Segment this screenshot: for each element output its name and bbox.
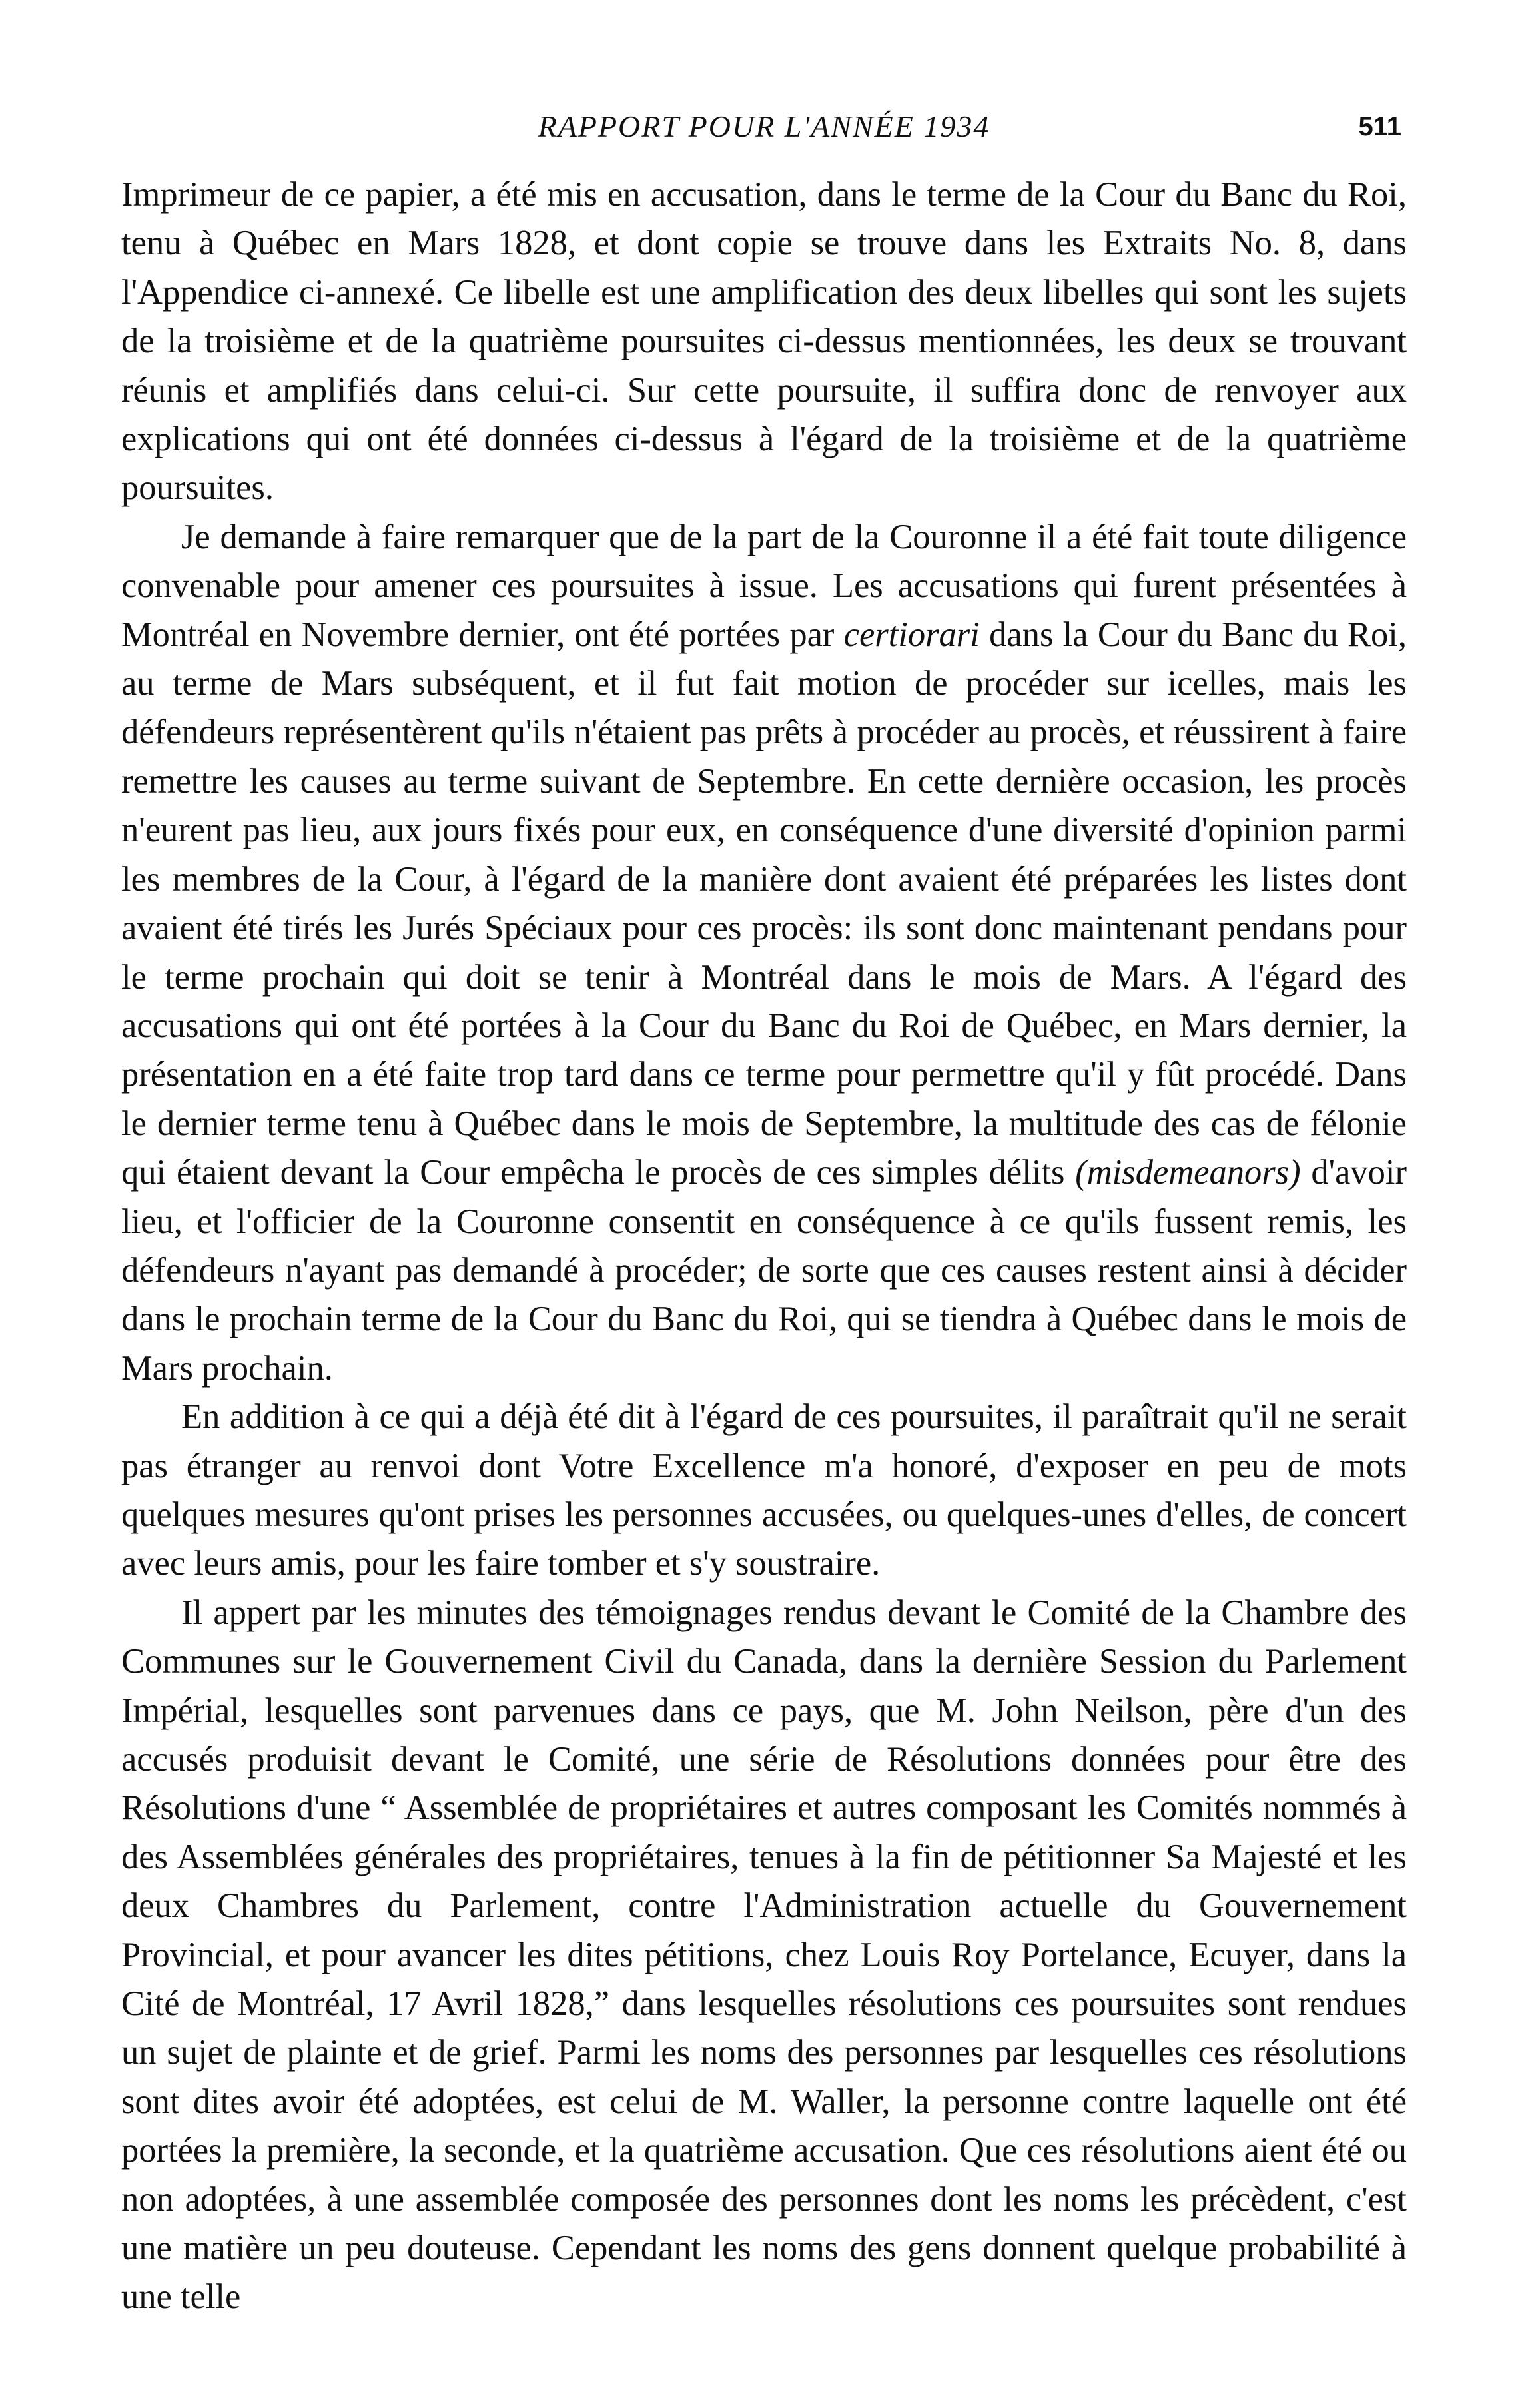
running-title: RAPPORT POUR L'ANNÉE 1934: [538, 109, 990, 143]
paragraph-2-text-a: Je demande à faire remarquer que de la part de la Couronne il a été fait toute diligence convenable pour amener ces poursuites à issue. Les accusations qui furent présentées à Montréal en Novembre dernier, ont été portées par: [121, 517, 1407, 654]
paragraph-1-text: Imprimeur de ce papier, a été mis en accusation, dans le terme de la Cour du Banc du Roi, tenu à Québec en Mars 1828, et dont copie se trouve dans les Extraits No. 8, dans l'Appendice ci-annexé. Ce libelle est une amplification des deux libelles qui sont les sujets de la troisième et de la quatrième poursuites ci-dessus mentionnées, les deux se trouvant réunis et amplifiés dans celui-ci. Sur cette poursuite, il suffira donc de renvoyer aux explications qui ont été données ci-dessus à l'égard de la troisième et de la quatrième poursuites.: [121, 175, 1407, 508]
paragraph-3: [121, 1393, 1407, 1589]
paragraph-2-text-c: d'avoir lieu, et l'officier de la Couronne consentit en conséquence à ce qu'ils fussent remis, les défendeurs n'ayant pas demandé à procéder; de sorte que ces causes restent ainsi à décider dans le prochain terme de la Cour du Banc du Roi, qui se tiendra à Québec dans le mois de Mars prochain.: [121, 1153, 1407, 1388]
paragraph-2-italic-misdemeanors: (misdemeanors): [1075, 1153, 1301, 1192]
running-head: [121, 100, 1407, 153]
page-number: 511: [1358, 112, 1401, 141]
body-text: [121, 171, 1407, 2322]
paragraph-4: [121, 1589, 1407, 2322]
paragraph-2: [121, 513, 1407, 1393]
paragraph-2-italic-certiorari: certiorari: [843, 615, 980, 654]
paragraph-3-text: En addition à ce qui a déjà été dit à l'égard de ces poursuites, il paraîtrait qu'il ne serait pas étranger au renvoi dont Votre Excellence m'a honoré, d'exposer en peu de mots quelques mesures qu'ont prises les personnes accusées, ou quelques-unes d'elles, de concert avec leurs amis, pour les faire tomber et s'y soustraire.: [121, 1397, 1407, 1583]
document-page: [121, 100, 1407, 2322]
paragraph-1: [121, 171, 1407, 513]
paragraph-4-text: Il appert par les minutes des témoignages rendus devant le Comité de la Chambre des Communes sur le Gouvernement Civil du Canada, dans la dernière Session du Parlement Impérial, lesquelles sont parvenues dans ce pays, que M. John Neilson, père d'un des accusés produisit devant le Comité, une série de Résolutions données pour être des Résolutions d'une “ Assemblée de propriétaires et autres composant les Comités nommés à des Assemblées générales des propriétaires, tenues à la fin de pétitionner Sa Majesté et les deux Chambres du Parlement, contre l'Administration actuelle du Gouvernement Provincial, et pour avancer les dites pétitions, chez Louis Roy Portelance, Ecuyer, dans la Cité de Montréal, 17 Avril 1828,” dans lesquelles résolutions ces poursuites sont rendues un sujet de plainte et de grief. Parmi les noms des personnes par lesquelles ces résolutions sont dites avoir été adoptées, est celui de M. Waller, la personne contre laquelle ont été portées la première, la seconde, et la quatrième accusation. Que ces résolutions aient été ou non adoptées, à une assemblée composée des personnes dont les noms les précèdent, c'est une matière un peu douteuse. Cependant les noms des gens donnent quelque probabilité à une telle: [121, 1593, 1407, 2317]
paragraph-2-text-b: dans la Cour du Banc du Roi, au terme de Mars subséquent, et il fut fait motion de procéder sur icelles, mais les défendeurs représentèrent qu'ils n'étaient pas prêts à procéder au procès, et réussirent à faire remettre les causes au terme suivant de Septembre. En cette dernière occasion, les procès n'eurent pas lieu, aux jours fixés pour eux, en conséquence d'une diversité d'opinion parmi les membres de la Cour, à l'égard de la manière dont avaient été préparées les listes dont avaient été tirés les Jurés Spéciaux pour ces procès: ils sont donc maintenant pendans pour le terme prochain qui doit se tenir à Montréal dans le mois de Mars. A l'égard des accusations qui ont été portées à la Cour du Banc du Roi de Québec, en Mars dernier, la présentation en a été faite trop tard dans ce terme pour permettre qu'il y fût procédé. Dans le dernier terme tenu à Québec dans le mois de Septembre, la multitude des cas de félonie qui étaient devant la Cour empêcha le procès de ces simples délits: [121, 615, 1407, 1192]
